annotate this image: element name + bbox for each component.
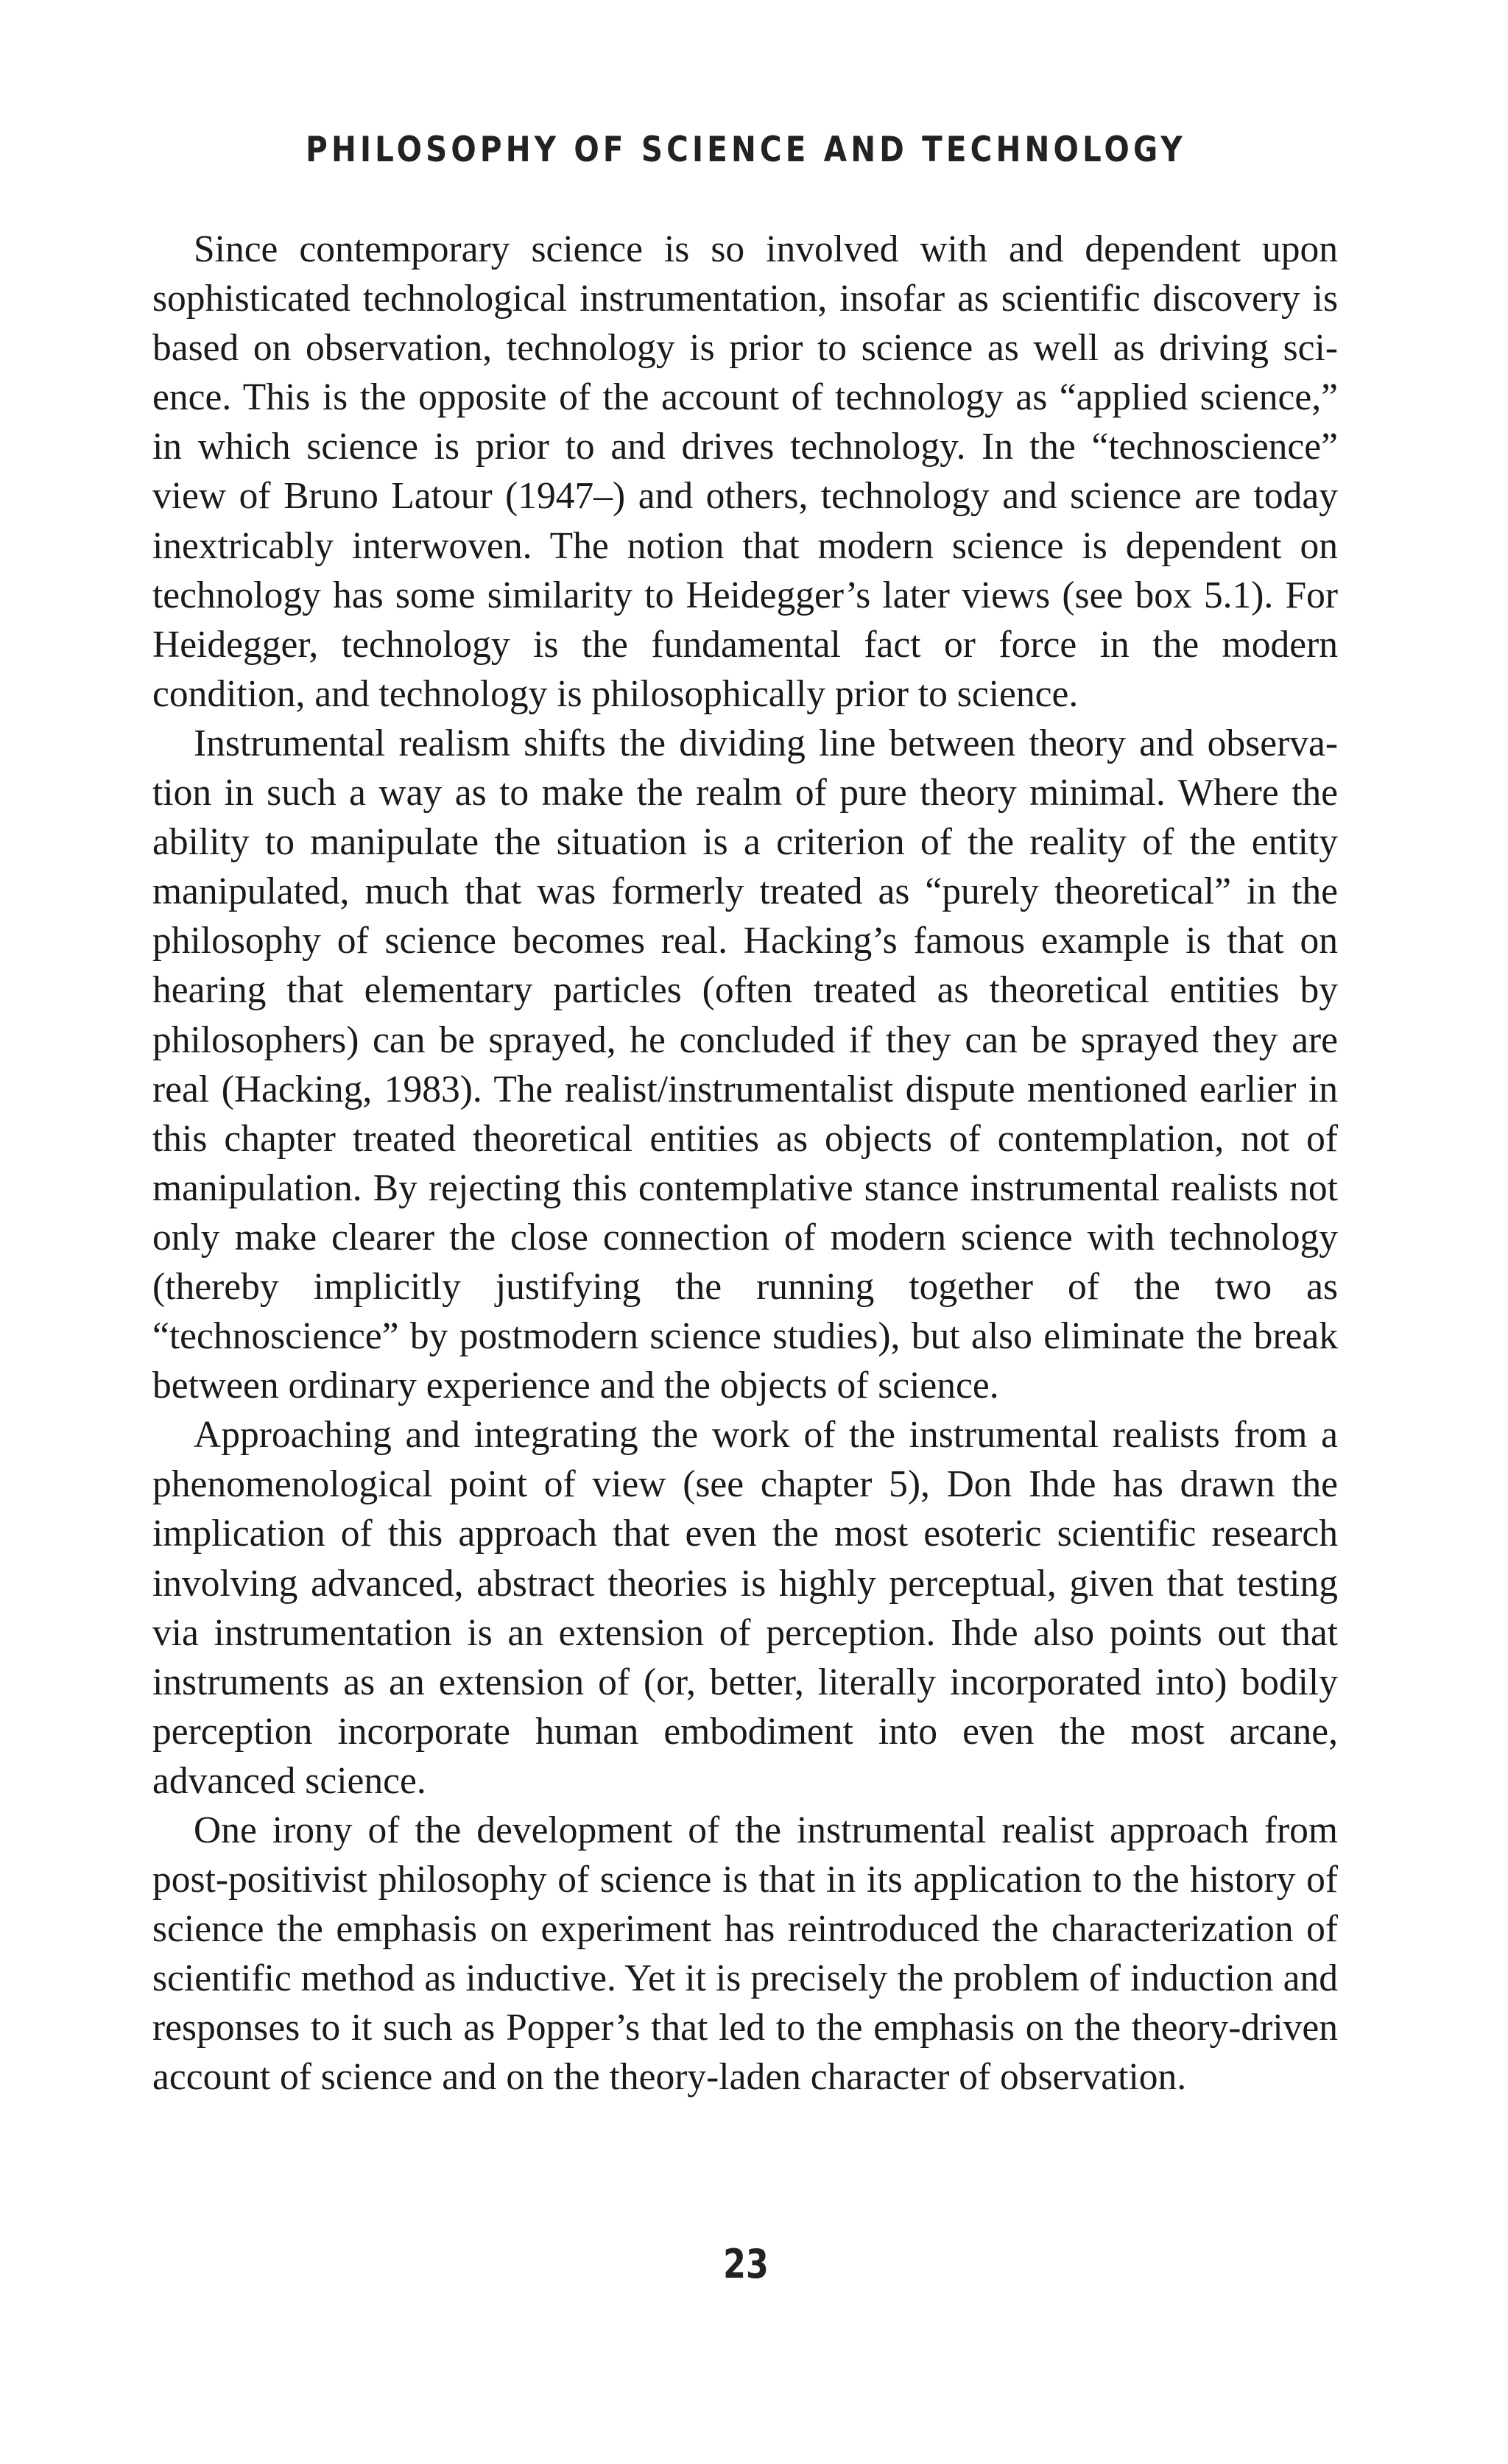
paragraph-1: Since contemporary science is so involved with and dependent upon sophisticated technological instrumentation, insofar as scientific discovery is based on observation, technology is prior to science as well as driving science. This is the opposite of the account of technology as “applied science,” in which science is prior to and drives technology. In the “technoscience” view of Bruno Latour (1947–) and others, technology and science are today inextricably interwoven. The notion that modern science is dependent on technology has some similarity to Heidegger’s later views (see box 5.1). For Heidegger, technology is the fundamental fact or force in the modern condition, and technology is philosophically prior to science.	[152, 228, 1338, 715]
paragraph-4: One irony of the development of the instrumental realist approach from post-positivist philosophy of science is that in its application to the history of science the emphasis on experiment has reintroduced the characterization of scientific method as inductive. Yet it is precisely the problem of induction and responses to it such as Popper’s that led to the emphasis on the theory-driven account of science and on the theory-laden character of observation.	[152, 1809, 1338, 2099]
paragraph-3: Approaching and integrating the work of the instrumental realists from a phenomenological point of view (see chapter 5), Don Ihde has drawn the implication of this approach that even the most esoteric scientific research involving advanced, abstract theories is highly perceptual, given that testing via instrumentation is an extension of perception. Ihde also points out that instruments as an extension of (or, better, literally incorporated into) bodily perception incorporate human embodiment into even the most arcane, advanced science.	[152, 1414, 1338, 1802]
running-head-title: PHILOSOPHY OF SCIENCE AND TECHNOLOGY	[306, 130, 1186, 170]
paragraph-2: Instrumental realism shifts the dividing line between theory and observation in such a way as to make the realm of pure theory minimal. Where the ability to manipulate the situation is a criterion of the reality of the entity manipulated, much that was formerly treated as “purely theoretical” in the philosophy of science becomes real. Hacking’s famous example is that on hearing that elementary particles (often treated as theoretical entities by philosophers) can be sprayed, he concluded if they can be sprayed they are real (Hacking, 1983). The realist/instrumentalist dispute mentioned earlier in this chapter treated theoretical entities as objects of contemplation, not of manipulation. By rejecting this contemplative stance instrumental realists not only make clearer the close connection of modern science with technology (thereby implicitly justifying the running together of the two as “technoscience” by postmodern science studies), but also eliminate the break between ordinary experience and the objects of science.	[152, 722, 1338, 1407]
body-text	[152, 225, 1338, 2102]
page-number: 23	[723, 2241, 769, 2287]
